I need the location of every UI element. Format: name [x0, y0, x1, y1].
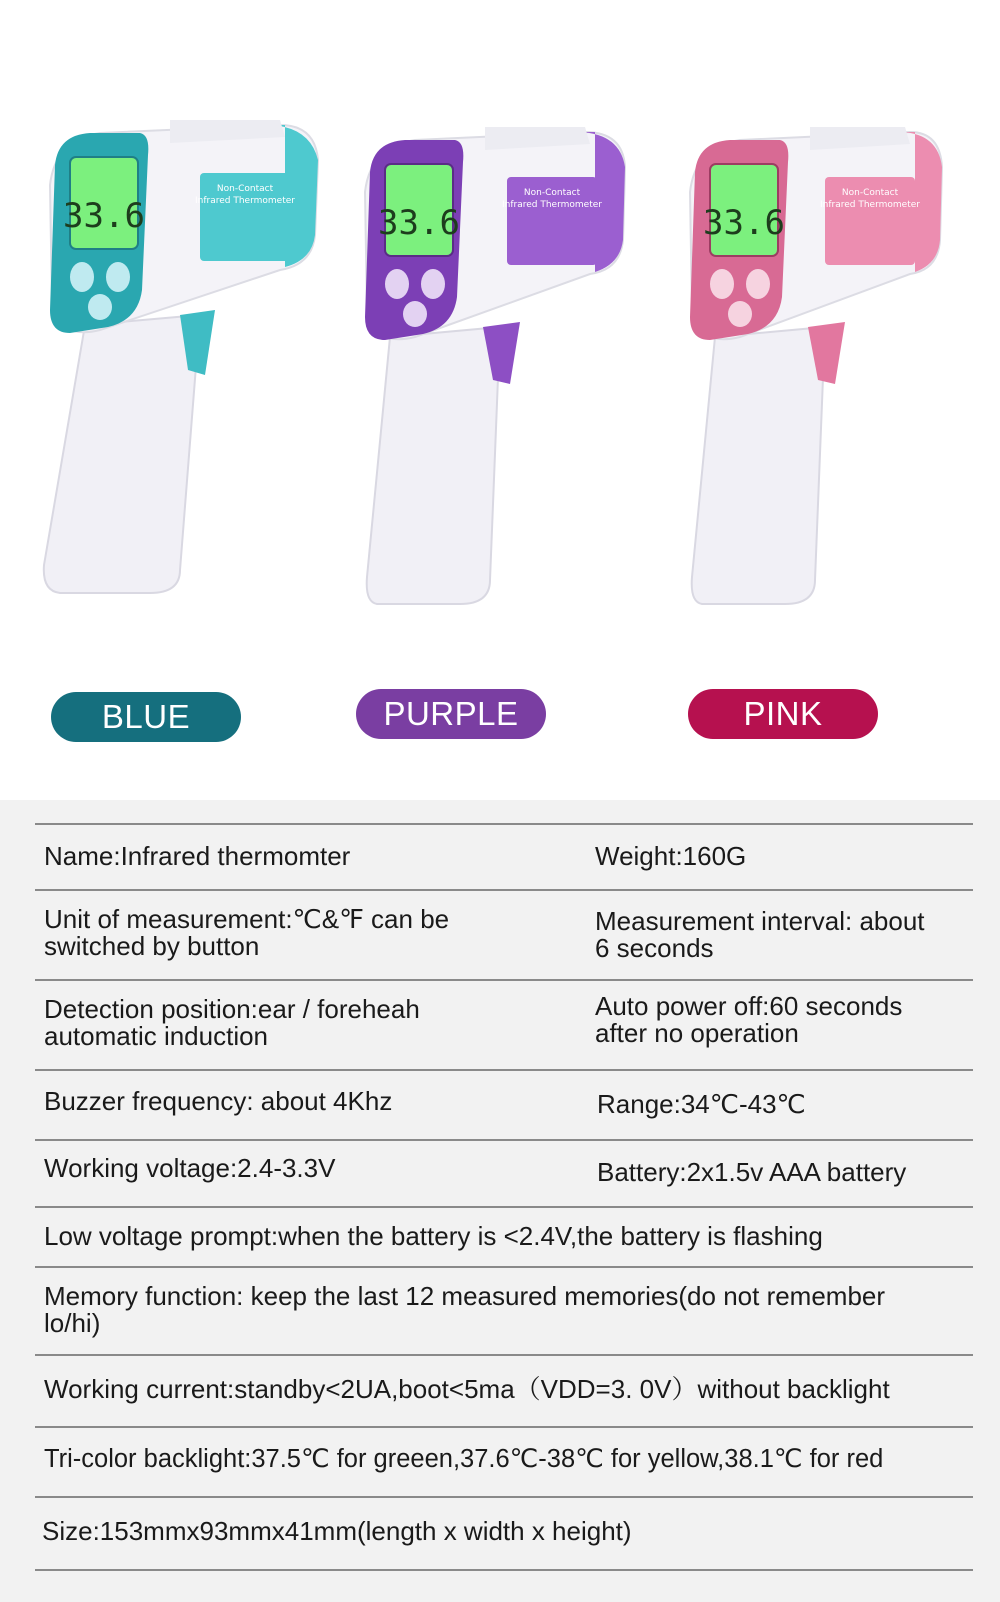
svg-text:33.6: 33.6 [378, 203, 460, 243]
color-label-pink: PINK [688, 689, 878, 739]
spec-detection-line2: automatic induction [44, 1021, 269, 1051]
spec-row [35, 979, 973, 1069]
spec-interval-line2: 6 seconds [595, 933, 714, 963]
spec-detection [44, 996, 514, 1050]
spec-auto-power [595, 993, 965, 1047]
color-label-blue: BLUE [51, 692, 241, 742]
spec-name: Name:Infrared thermomter [44, 841, 351, 871]
color-label-purple: PURPLE [356, 689, 546, 739]
spec-row [35, 1069, 973, 1139]
thermometer-pink-image [670, 122, 970, 612]
spec-unit-line1: Unit of measurement:℃&℉ can be [44, 904, 450, 934]
spec-detection-line1: Detection position:ear / foreheah [44, 994, 420, 1024]
spec-row [35, 1354, 973, 1426]
spec-interval-line1: Measurement interval: about [595, 906, 925, 936]
thermometer-purple-image [345, 122, 645, 612]
spec-auto-power-line2: after no operation [595, 1018, 799, 1048]
spec-backlight: Tri-color backlight:37.5℃ for greeen,37.6℃-38℃ for yellow,38.1℃ for red [44, 1445, 884, 1473]
spec-row [35, 889, 973, 979]
spec-memory [44, 1283, 964, 1337]
spec-weight: Weight:160G [595, 841, 747, 871]
svg-text:33.6: 33.6 [63, 196, 145, 236]
spec-row [35, 1426, 973, 1496]
spec-row [35, 823, 973, 889]
spec-voltage: Working voltage:2.4-3.3V [44, 1153, 336, 1183]
spec-buzzer: Buzzer frequency: about 4Khz [44, 1086, 393, 1116]
spec-auto-power-line1: Auto power off:60 seconds [595, 991, 903, 1021]
spec-low-voltage: Low voltage prompt:when the battery is <2.4V,the battery is flashing [44, 1221, 823, 1251]
spec-unit-line2: switched by button [44, 931, 260, 961]
spec-memory-line1: Memory function: keep the last 12 measured memories(do not remember [44, 1281, 886, 1311]
spec-battery: Battery:2x1.5v AAA battery [597, 1157, 907, 1187]
svg-text:Non-Contact: Non-Contact [216, 184, 274, 194]
spec-current: Working current:standby<2UA,boot<5ma（VDD=3. 0V）without backlight [44, 1374, 890, 1404]
product-hero [0, 0, 1000, 800]
svg-text:Non-Contact: Non-Contact [523, 188, 581, 198]
spec-memory-line2: lo/hi) [44, 1308, 101, 1338]
spec-row [35, 1206, 973, 1266]
spec-size: Size:153mmx93mmx41mm(length x width x height) [42, 1516, 632, 1546]
spec-interval [595, 908, 965, 962]
specifications-section [0, 800, 1000, 1602]
svg-text:Infrared Thermometer: Infrared Thermometer [502, 200, 602, 210]
spec-unit [44, 906, 514, 960]
spec-row [35, 1266, 973, 1354]
svg-text:Infrared Thermometer: Infrared Thermometer [195, 196, 295, 206]
spec-row [35, 1139, 973, 1206]
spec-range: Range:34℃-43℃ [597, 1089, 806, 1119]
specifications-table [35, 823, 973, 1571]
thermometer-blue-image [30, 115, 330, 605]
svg-text:Non-Contact: Non-Contact [841, 188, 899, 198]
svg-text:33.6: 33.6 [703, 203, 785, 243]
svg-text:Infrared Thermometer: Infrared Thermometer [820, 200, 920, 210]
spec-row [35, 1496, 973, 1571]
